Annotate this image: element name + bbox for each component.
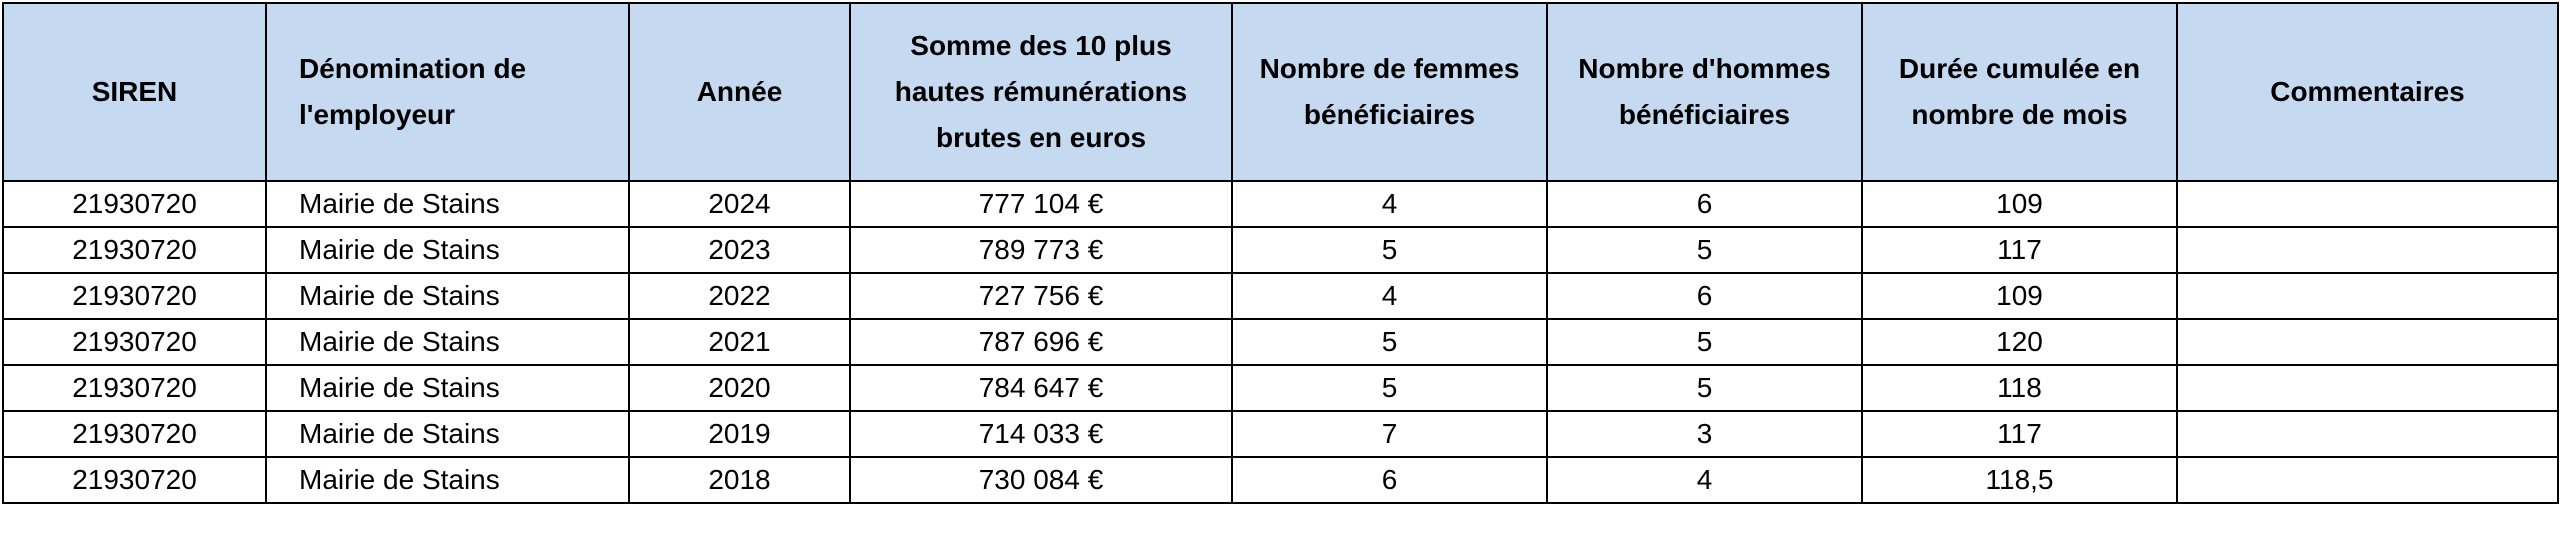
- cell-duree: 109: [1862, 181, 2177, 227]
- cell-duree: 118,5: [1862, 457, 2177, 503]
- header-denomination-line-2: l'employeur: [299, 99, 456, 130]
- cell-hommes: 5: [1547, 365, 1862, 411]
- cell-femmes: 5: [1232, 227, 1547, 273]
- cell-siren: 21930720: [3, 319, 266, 365]
- cell-femmes: 5: [1232, 365, 1547, 411]
- cell-commentaires: [2177, 273, 2558, 319]
- cell-denomination: Mairie de Stains: [266, 227, 629, 273]
- table-row: [3, 411, 2558, 457]
- cell-denomination: Mairie de Stains: [266, 181, 629, 227]
- cell-hommes: 6: [1547, 181, 1862, 227]
- cell-somme: 777 104 €: [850, 181, 1232, 227]
- cell-denomination: Mairie de Stains: [266, 365, 629, 411]
- header-duree-line-1: Durée cumulée en: [1898, 53, 2141, 84]
- cell-annee: 2018: [629, 457, 850, 503]
- table-row: [3, 457, 2558, 503]
- cell-annee: 2023: [629, 227, 850, 273]
- cell-annee: 2020: [629, 365, 850, 411]
- cell-femmes: 4: [1232, 181, 1547, 227]
- header-somme-line-2: hautes rémunérations: [894, 76, 1188, 107]
- cell-commentaires: [2177, 227, 2558, 273]
- header-femmes: [1232, 3, 1547, 181]
- cell-siren: 21930720: [3, 273, 266, 319]
- table-row: [3, 227, 2558, 273]
- table-row: [3, 319, 2558, 365]
- header-femmes-line-1: Nombre de femmes: [1259, 53, 1520, 84]
- cell-denomination: Mairie de Stains: [266, 319, 629, 365]
- cell-duree: 120: [1862, 319, 2177, 365]
- header-hommes-line-1: Nombre d'hommes: [1578, 53, 1831, 84]
- cell-hommes: 5: [1547, 227, 1862, 273]
- header-row: [3, 3, 2558, 181]
- table-row: [3, 365, 2558, 411]
- header-somme: [850, 3, 1232, 181]
- cell-hommes: 5: [1547, 319, 1862, 365]
- cell-somme: 784 647 €: [850, 365, 1232, 411]
- header-siren: SIREN: [3, 3, 266, 181]
- header-denomination-line-1: Dénomination de: [299, 53, 527, 84]
- cell-denomination: Mairie de Stains: [266, 457, 629, 503]
- cell-hommes: 3: [1547, 411, 1862, 457]
- table-row: [3, 273, 2558, 319]
- cell-somme: 727 756 €: [850, 273, 1232, 319]
- cell-siren: 21930720: [3, 411, 266, 457]
- header-hommes: [1547, 3, 1862, 181]
- cell-siren: 21930720: [3, 181, 266, 227]
- cell-annee: 2019: [629, 411, 850, 457]
- cell-siren: 21930720: [3, 227, 266, 273]
- cell-duree: 117: [1862, 411, 2177, 457]
- cell-femmes: 4: [1232, 273, 1547, 319]
- cell-hommes: 4: [1547, 457, 1862, 503]
- header-commentaires: Commentaires: [2177, 3, 2558, 181]
- cell-femmes: 6: [1232, 457, 1547, 503]
- cell-commentaires: [2177, 411, 2558, 457]
- cell-femmes: 5: [1232, 319, 1547, 365]
- header-somme-line-3: brutes en euros: [935, 122, 1147, 153]
- header-denomination: [266, 3, 629, 181]
- cell-commentaires: [2177, 319, 2558, 365]
- header-femmes-line-2: bénéficiaires: [1303, 99, 1476, 130]
- cell-siren: 21930720: [3, 365, 266, 411]
- remuneration-table: [2, 2, 2559, 504]
- header-duree: [1862, 3, 2177, 181]
- salary-table-container: [2, 2, 2559, 504]
- cell-commentaires: [2177, 181, 2558, 227]
- cell-annee: 2021: [629, 319, 850, 365]
- cell-annee: 2022: [629, 273, 850, 319]
- cell-somme: 730 084 €: [850, 457, 1232, 503]
- cell-denomination: Mairie de Stains: [266, 273, 629, 319]
- cell-somme: 714 033 €: [850, 411, 1232, 457]
- cell-femmes: 7: [1232, 411, 1547, 457]
- cell-somme: 787 696 €: [850, 319, 1232, 365]
- cell-duree: 109: [1862, 273, 2177, 319]
- cell-denomination: Mairie de Stains: [266, 411, 629, 457]
- header-duree-line-2: nombre de mois: [1911, 99, 2128, 130]
- cell-commentaires: [2177, 365, 2558, 411]
- cell-hommes: 6: [1547, 273, 1862, 319]
- cell-annee: 2024: [629, 181, 850, 227]
- cell-duree: 118: [1862, 365, 2177, 411]
- cell-duree: 117: [1862, 227, 2177, 273]
- cell-somme: 789 773 €: [850, 227, 1232, 273]
- header-annee: Année: [629, 3, 850, 181]
- table-row: [3, 181, 2558, 227]
- cell-commentaires: [2177, 457, 2558, 503]
- header-hommes-line-2: bénéficiaires: [1618, 99, 1791, 130]
- cell-siren: 21930720: [3, 457, 266, 503]
- header-somme-line-1: Somme des 10 plus: [910, 30, 1172, 61]
